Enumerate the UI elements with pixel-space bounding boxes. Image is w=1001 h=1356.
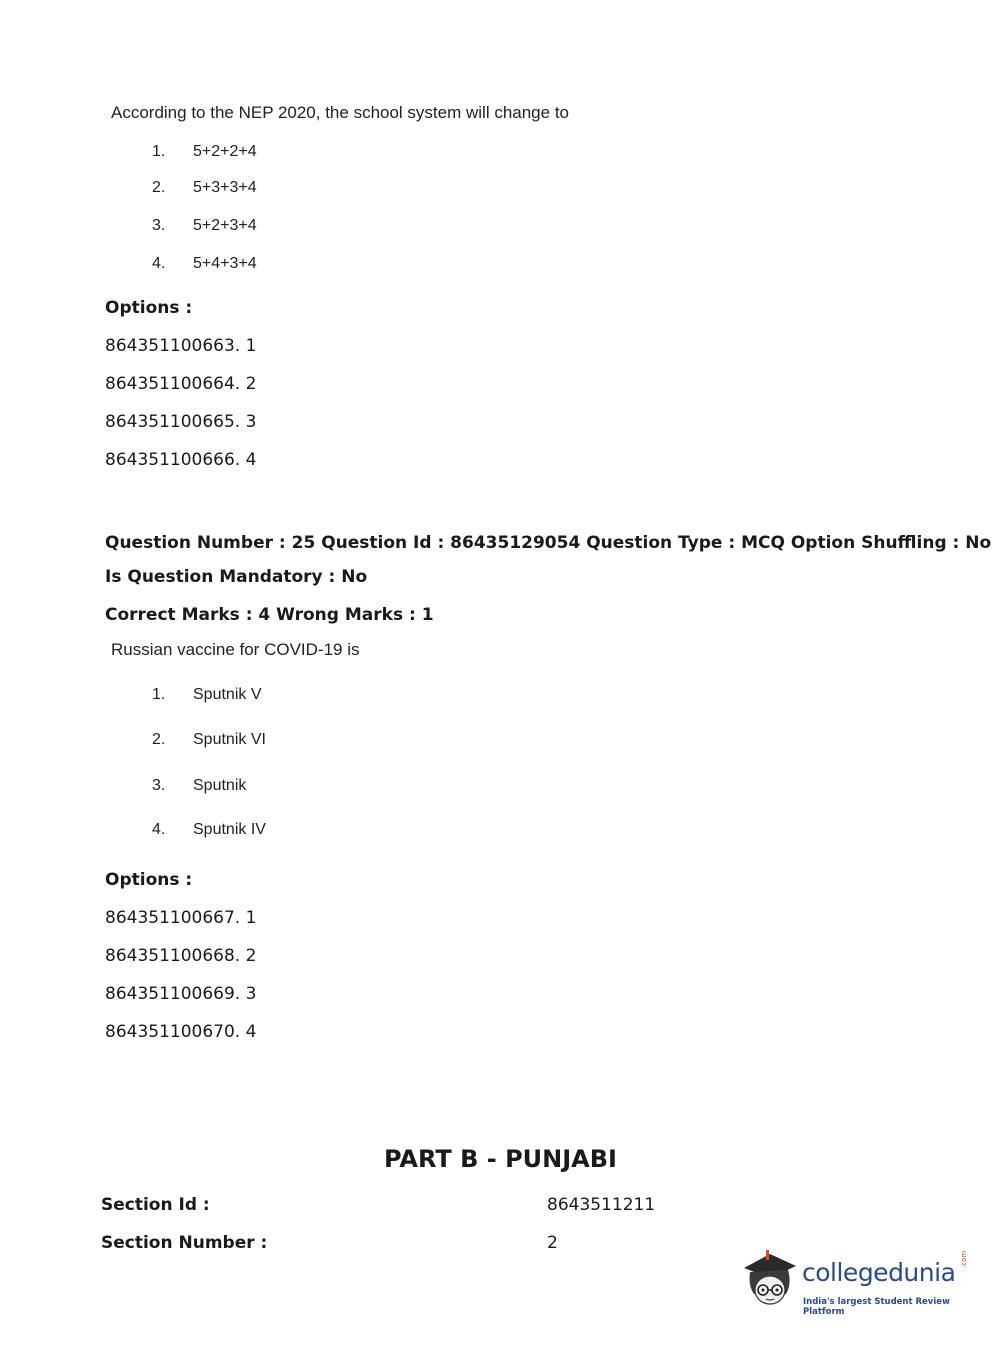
choice-number: 3.: [152, 777, 166, 794]
options-label: Options :: [105, 870, 193, 890]
choice-text: Sputnik IV: [193, 821, 266, 838]
option-id: 864351100669. 3: [105, 984, 257, 1004]
collegedunia-logo: [740, 1246, 970, 1316]
choice-number: 3.: [152, 217, 166, 234]
logo-suffix: .com: [960, 1250, 968, 1268]
mascot-icon: [740, 1246, 802, 1316]
question-text: Russian vaccine for COVID-19 is: [111, 640, 360, 659]
choice-text: Sputnik: [193, 777, 247, 794]
question-marks: Correct Marks : 4 Wrong Marks : 1: [105, 605, 434, 625]
option-id: 864351100664. 2: [105, 374, 257, 394]
logo-tagline: India's largest Student Review Platform: [803, 1297, 950, 1317]
choice-number: 2.: [152, 731, 166, 748]
choice-number: 2.: [152, 179, 166, 196]
option-id: 864351100667. 1: [105, 908, 257, 928]
options-label: Options :: [105, 298, 193, 318]
logo-wordmark: collegedunia: [802, 1258, 956, 1287]
choice-text: 5+4+3+4: [193, 255, 257, 272]
section-number-value: 2: [547, 1233, 558, 1253]
choice-number: 1.: [152, 143, 166, 160]
question-text: According to the NEP 2020, the school system will change to: [111, 103, 569, 122]
choice-number: 4.: [152, 255, 166, 272]
question-mandatory: Is Question Mandatory : No: [105, 567, 368, 587]
choice-text: 5+2+3+4: [193, 217, 257, 234]
choice-text: 5+2+2+4: [193, 143, 257, 160]
part-title: PART B - PUNJABI: [384, 1145, 617, 1173]
option-id: 864351100668. 2: [105, 946, 257, 966]
section-id-value: 8643511211: [547, 1195, 656, 1215]
option-id: 864351100663. 1: [105, 336, 257, 356]
option-id: 864351100665. 3: [105, 412, 257, 432]
choice-number: 4.: [152, 821, 166, 838]
choice-text: Sputnik V: [193, 686, 262, 703]
option-id: 864351100670. 4: [105, 1022, 257, 1042]
choice-number: 1.: [152, 686, 166, 703]
question-meta: Question Number : 25 Question Id : 86435129054 Question Type : MCQ Option Shuffling : No: [105, 533, 992, 553]
section-id-label: Section Id :: [101, 1195, 210, 1215]
section-number-label: Section Number :: [101, 1233, 268, 1253]
choice-text: Sputnik VI: [193, 731, 266, 748]
option-id: 864351100666. 4: [105, 450, 257, 470]
choice-text: 5+3+3+4: [193, 179, 257, 196]
